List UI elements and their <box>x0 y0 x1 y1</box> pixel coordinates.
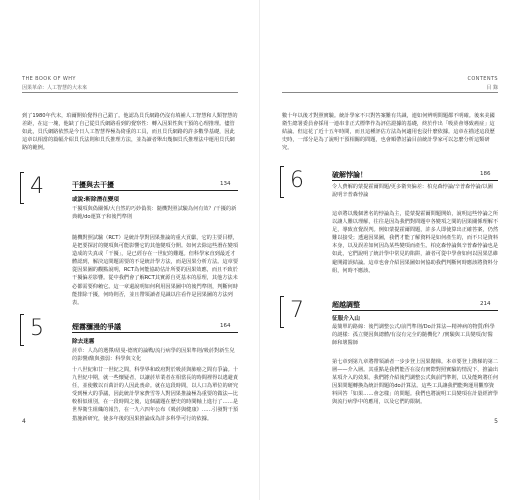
section-6-description: 令人費解的蒙提霍爾問題/更多衛突偏差：柏克森悖論/辛普森悖論/以圖說明辛普森悖論 <box>332 184 493 198</box>
section-7-page: 214 <box>480 301 491 307</box>
section-4-title: 干擾與去干擾 <box>72 181 114 189</box>
section-5-page: 164 <box>220 323 231 329</box>
section-6-number: 6 <box>290 168 304 193</box>
section-6-bracket <box>280 166 284 198</box>
section-7-bracket <box>280 296 284 328</box>
section-7-subtitle: 征服介入山 <box>332 316 360 322</box>
section-6-rule <box>332 180 498 181</box>
section-5-description: 菸草：人為的選擇/紐曼-德賓的論戰/流行病學的因果準則/吸菸對新生兒的影響/酸與強弱：科學與文化 <box>72 348 235 362</box>
running-title: CONTENTS <box>467 76 498 82</box>
section-5-bracket <box>20 314 24 346</box>
section-5-rule <box>72 332 238 333</box>
section-7-title: 超越調整 <box>332 301 360 309</box>
section-5-body: 十八世紀和廿一世紀之間，科學界和政府對於吸菸與肺癌之間有爭論。十九世紀中期，就一些懷疑者，以讓菸草業者在相當長的時間裡得以逃避責任，並使數以百萬計的人因此喪命。就在這段時間，以人口為單位的研究受到極大的爭議，因此統計學家費雪等人對因果推論極為重要的做法—比較相似組別，在一段時間之後，這個議題在歷史的時間軸上進行了……是世界衛生組織的報告，在一九六四年公布《吸菸與健康》……引發對干預措施新研究，使多年後的因果推論成為許多科學可行的依據。 <box>72 367 239 422</box>
page-number: 5 <box>494 418 498 425</box>
section-4-rule <box>72 190 238 191</box>
section-4-bracket <box>20 172 24 204</box>
running-title: THE BOOK OF WHY <box>22 76 76 82</box>
section-7-rule <box>332 310 498 311</box>
section-4-number: 4 <box>30 174 44 199</box>
page-number: 4 <box>22 418 26 425</box>
section-4-body: 隨機對照試驗（RCT）是統計學對因果推論的重大貢獻，它的主要目標，是把要探討的變項與可能影響它的其他變項分開。如何去除這些潛在變項造成的失真或「干擾」，是已經存在一世紀的難題。但科學家直到最近才體認到，解決這問題需要的不是統計學方法，而是因果分析方法。這章要從因果圖的觀點說明，RCT為何能協助估計所要的因果效應，而且不致於干擾偏差影響。從中我們會了解RCT其實源自更基本的原理，其他方法未必都需要仰賴它。這一章還說明如何利用因果圖中的後門準則，判斷何時能排除干擾，何時則否，並且帶領讀者見識以往看作是因果圖的方法列表。 <box>72 235 239 306</box>
running-subtitle: 因果革命：人工智慧的大未來 <box>22 85 88 91</box>
intro-paragraph: 到了1980年代末，珀爾開始覺得自己錯了。他認為貝氏網路仍沒有填補人工智慧和人類智慧的差距，在這一塊，他缺了自己從貝氏網路看到的覺察性：轉入因果性與干預的心理推理。儘管如此，貝氏網路依然是今日人工智慧界極為倚重的工具，而且貝氏網路的許多數學基礎，因此這章以相當的篇幅介紹貝氏法則和貝氏推理方法，並為讀者舉出幾個貝氏推理法中運用貝氏網路的範例。 <box>22 113 238 152</box>
running-subtitle: 目 錄 <box>486 85 498 91</box>
section-7-body: 第七章到第九章將帶領讀者一步步登上因果階梯。本章要登上階梯的第二層——介入層。其重點是我們能否在沒有實際對照實驗的情況下，推論出某項介入的效果。我們將介紹後門調整公式與前門準則，以及能夠將任何因果問題轉換為統計問題的do計算法。這些工具讓我們能夠運用觀察資料回答「如果……會怎樣」的問題。我們也將說明工具變項在計量經濟學與流行病學中的應用，以及它們的限制。 <box>332 359 499 406</box>
right-page <box>260 0 520 500</box>
header-rule <box>22 92 238 93</box>
intro-paragraph: 數十年以後才對照實驗。統計學家不只對答案難有共識，連如何辨明問題都不明確。後來美國衛生總署委員會採用一連串非正式標準作為評估證據的基礎，終於作出「吸菸會導致癌症」這結論。但這花了近十五年時間，而且這種評估方法為何適用也沒什麼依據。這章在描述這段歷史時，一部分是為了說明干預相關的問題，也會順帶討論目前統計學家可以怎麼分析這類研究。 <box>282 113 495 152</box>
section-6-page: 186 <box>480 171 491 177</box>
section-7-number: 7 <box>290 298 304 323</box>
section-5-title: 煙霧瀰漫的爭議 <box>72 323 121 331</box>
section-4-page: 134 <box>220 181 231 187</box>
header-rule <box>282 92 498 93</box>
section-4-description: 干擾項與偽關係/大自然的巧妙偽裝：隨機對照試驗為何有效？/干擾的新典範/do運算子和後門準則 <box>72 206 237 220</box>
section-7-description: 最簡單的路線：後門調整公式/前門準則/Do計算法—精神病的物質/科學的謎樣：孤立變因與總體/有沒有完全的隨機化？/實驗與工具變項/好醫師和壞醫師 <box>332 324 495 346</box>
section-6-body: 這章將以幾個著名的悖論為主，從蒙提霍爾問題開始，說明這些悖論之所以讓人難以理解，往往是因為我們對問題中各變項之間的因果關係理解不足，導致直覺誤判。例如蒙提霍爾問題，許多人即使算出正確答案，仍然難以接受；透過因果圖，我們才能了解資料是如何產生的，而不只是資料本身，以及誤差如何因為某些變項而產生。柏克森悖論與辛普森悖論也是如此，它們說明了統計學中常見的陷阱，讀者可從中學會如何以因果思維避開錯誤結論。這章也會介紹因果圖如何協助我們判斷何時應該將資料分組，何時不應該。 <box>332 211 499 274</box>
section-4-subtitle: 或說:斬除潛在變項 <box>72 197 119 203</box>
section-6-title: 破解悖論！ <box>332 171 367 179</box>
section-5-subtitle: 除去迷霧 <box>72 339 95 345</box>
section-5-number: 5 <box>30 316 44 341</box>
